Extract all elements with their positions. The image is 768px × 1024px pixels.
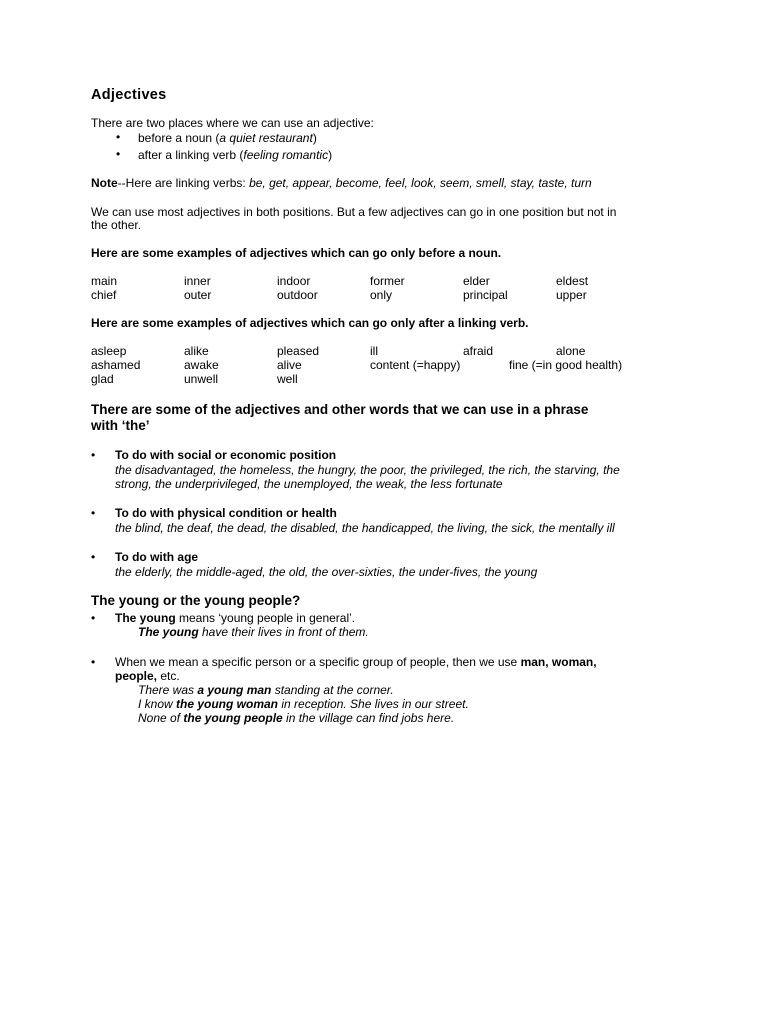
bullet-icon: • — [116, 130, 121, 144]
word-cell: awake — [184, 358, 219, 372]
word-cell: elder — [463, 274, 490, 288]
group-title-age: To do with age — [115, 550, 199, 564]
bullet-icon: • — [91, 506, 96, 520]
bullet-icon: • — [91, 550, 96, 564]
phrase-heading-line-1: There are some of the adjectives and other words that we can use in a phrase — [91, 402, 589, 417]
linking-verbs-note: Note--Here are linking verbs: be, get, appear, become, feel, look, seem, smell, stay, taste, turn — [91, 176, 592, 190]
word-cell: glad — [91, 372, 114, 386]
word-cell: ashamed — [91, 358, 141, 372]
word-cell: outdoor — [277, 288, 318, 302]
word-cell: afraid — [463, 344, 494, 358]
after-verb-heading: Here are some examples of adjectives which can go only after a linking verb. — [91, 316, 529, 330]
after-verb-row — [0, 372, 768, 386]
young-point-1: The young means ‘young people in general’. — [115, 611, 356, 625]
word-cell: unwell — [184, 372, 219, 386]
bullet-icon: • — [91, 448, 96, 462]
word-cell: former — [370, 274, 405, 288]
word-cell: eldest — [556, 274, 589, 288]
word-cell: principal — [463, 288, 508, 302]
young-example-3: I know the young woman in reception. She lives in our street. — [138, 697, 469, 711]
group-examples-health: the blind, the deaf, the dead, the disabled, the handicapped, the living, the sick, the mentally ill — [115, 521, 615, 535]
word-cell: ill — [370, 344, 378, 358]
word-cell: chief — [91, 288, 117, 302]
place-item-1: before a noun (a quiet restaurant) — [138, 131, 317, 145]
young-heading: The young or the young people? — [91, 593, 301, 608]
word-cell: asleep — [91, 344, 127, 358]
word-cell: inner — [184, 274, 211, 288]
word-cell: indoor — [277, 274, 311, 288]
word-cell: well — [277, 372, 298, 386]
group-examples-social-1: the disadvantaged, the homeless, the hungry, the poor, the privileged, the rich, the starving, the — [115, 463, 620, 477]
word-cell: outer — [184, 288, 212, 302]
word-cell: upper — [556, 288, 587, 302]
after-verb-row — [0, 344, 768, 358]
after-verb-row — [0, 358, 768, 372]
word-cell: alone — [556, 344, 586, 358]
phrase-heading-line-2: with ‘the’ — [91, 418, 150, 433]
group-title-social: To do with social or economic position — [115, 448, 337, 462]
word-cell: main — [91, 274, 118, 288]
place-item-2: after a linking verb (feeling romantic) — [138, 148, 333, 162]
page-title: Adjectives — [91, 87, 167, 103]
bullet-icon: • — [91, 655, 96, 669]
word-cell: content (=happy) — [370, 358, 461, 372]
bullet-icon: • — [91, 611, 96, 625]
young-point-2-line-2: people, etc. — [115, 669, 180, 683]
word-cell: alive — [277, 358, 302, 372]
before-noun-row — [0, 274, 768, 288]
group-examples-age: the elderly, the middle-aged, the old, the over-sixties, the under-fives, the young — [115, 565, 538, 579]
intro-text: There are two places where we can use an adjective: — [91, 116, 374, 130]
group-title-health: To do with physical condition or health — [115, 506, 337, 520]
before-noun-row — [0, 288, 768, 302]
bullet-icon: • — [116, 147, 121, 161]
before-noun-heading: Here are some examples of adjectives which can go only before a noun. — [91, 246, 502, 260]
word-cell: only — [370, 288, 393, 302]
positions-para-line-2: the other. — [91, 218, 142, 232]
young-example-2: There was a young man standing at the corner. — [138, 683, 394, 697]
positions-para-line-1: We can use most adjectives in both positions. But a few adjectives can go in one position but not in — [91, 205, 617, 219]
young-example-1: The young have their lives in front of them. — [138, 625, 369, 639]
group-examples-social-2: strong, the underprivileged, the unemployed, the weak, the less fortunate — [115, 477, 503, 491]
word-cell: alike — [184, 344, 209, 358]
young-point-2-line-1: When we mean a specific person or a specific group of people, then we use man, woman, — [115, 655, 597, 669]
word-cell: pleased — [277, 344, 320, 358]
word-cell: fine (=in good health) — [509, 358, 623, 372]
young-example-4: None of the young people in the village can find jobs here. — [138, 711, 455, 725]
